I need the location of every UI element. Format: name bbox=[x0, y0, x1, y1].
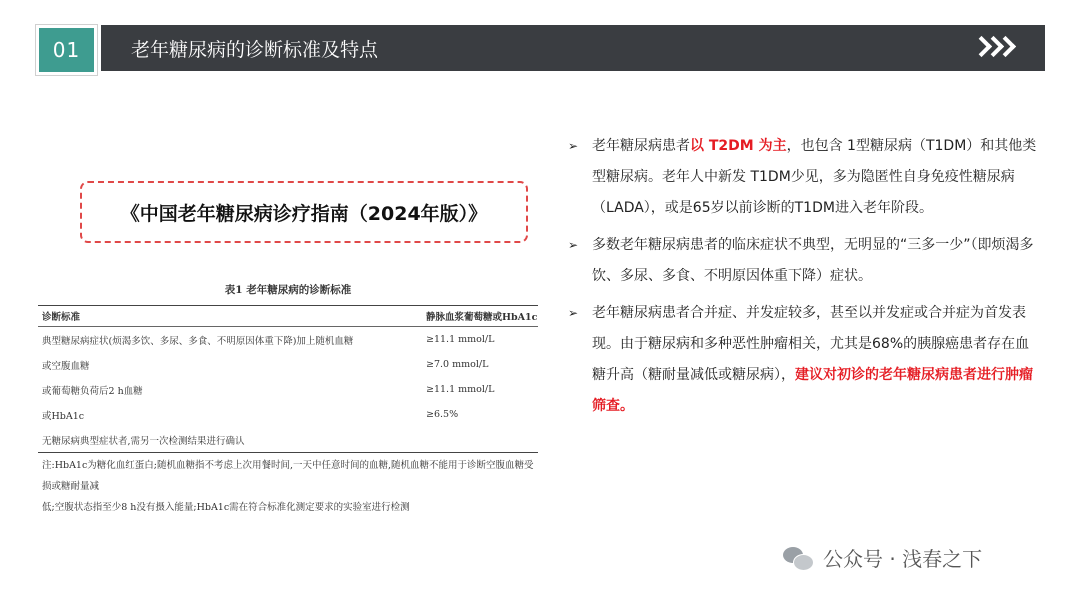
arrow-bullet-icon: ➢ bbox=[568, 238, 579, 252]
bullet-text: ，也包含 1型糖尿病（T1DM）和其他类型糖尿病。老年人中新发 T1DM少见，多为隐匿性自身免疫性糖尿病（LADA），或是65岁以前诊断的T1DM进入老年阶段。 bbox=[592, 138, 1037, 216]
row-criteria: 或HbA1c bbox=[42, 410, 85, 422]
guide-title: 《中国老年糖尿病诊疗指南（2024年版）》 bbox=[120, 202, 488, 225]
row-value: ≥11.1 mmol/L bbox=[426, 334, 495, 345]
bullet-list bbox=[568, 131, 1038, 428]
table-note-line: 低;空腹状态指至少8 h没有摄入能量;HbA1c需在符合标准化测定要求的实验室进行检测 bbox=[42, 502, 410, 513]
section-number-badge: 01 bbox=[36, 25, 97, 75]
wechat-icon bbox=[783, 545, 813, 571]
table-note bbox=[38, 455, 538, 518]
arrow-bullet-icon: ➢ bbox=[568, 306, 579, 320]
row-criteria: 无糖尿病典型症状者,需另一次检测结果进行确认 bbox=[42, 435, 245, 447]
bullet-highlight: 建议对初诊的老年糖尿病患者进行肿瘤筛查。 bbox=[592, 367, 1033, 414]
row-criteria: 典型糖尿病症状(烦渴多饮、多尿、多食、不明原因体重下降)加上随机血糖 bbox=[42, 335, 354, 347]
row-criteria: 或葡萄糖负荷后2 h血糖 bbox=[42, 385, 143, 397]
bullet-item bbox=[568, 131, 1038, 224]
bullet-highlight: 以 T2DM 为主 bbox=[690, 138, 787, 154]
header-bar bbox=[101, 25, 1045, 71]
row-criteria: 或空腹血糖 bbox=[42, 360, 90, 372]
watermark-text: 公众号 · 浅春之下 bbox=[823, 547, 983, 571]
table-row bbox=[38, 377, 538, 402]
table-row bbox=[38, 427, 538, 452]
bullet-item bbox=[568, 230, 1038, 292]
arrow-bullet-icon: ➢ bbox=[568, 139, 579, 153]
bullet-text: 老年糖尿病患者合并症、并发症较多，甚至以并发症或合并症为首发表现。由于糖尿病和多种恶性肿瘤相关，尤其是68%的胰腺癌患者存在血糖升高（糖耐量减低或糖尿病）， bbox=[592, 305, 1030, 383]
table-header-row bbox=[38, 306, 538, 326]
table-note-line: 注:HbA1c为糖化血红蛋白;随机血糖指不考虑上次用餐时间,一天中任意时间的血糖,随机血糖不能用于诊断空腹血糖受损或糖耐量减 bbox=[42, 460, 534, 492]
bullet-text: 多数老年糖尿病患者的临床症状不典型，无明显的“三多一少”（即烦渴多饮、多尿、多食、不明原因体重下降）症状。 bbox=[592, 237, 1034, 284]
table-row bbox=[38, 352, 538, 377]
col-value-header: 静脉血浆葡萄糖或HbA1c bbox=[426, 312, 538, 323]
diagnosis-table bbox=[38, 282, 538, 522]
table-caption: 表1 老年糖尿病的诊断标准 bbox=[224, 284, 352, 296]
table-row bbox=[38, 402, 538, 427]
row-value: ≥11.1 mmol/L bbox=[426, 384, 495, 395]
row-value: ≥7.0 mmol/L bbox=[426, 359, 489, 370]
col-criteria-header: 诊断标准 bbox=[42, 312, 81, 323]
page-title: 老年糖尿病的诊断标准及特点 bbox=[131, 38, 379, 61]
row-value: ≥6.5% bbox=[426, 409, 459, 420]
chevrons-icon bbox=[977, 39, 1013, 54]
bullet-text: 老年糖尿病患者 bbox=[592, 138, 690, 154]
guide-title-box bbox=[80, 181, 528, 243]
table-row bbox=[38, 327, 538, 352]
bullet-item bbox=[568, 298, 1038, 422]
wechat-watermark bbox=[783, 543, 982, 572]
